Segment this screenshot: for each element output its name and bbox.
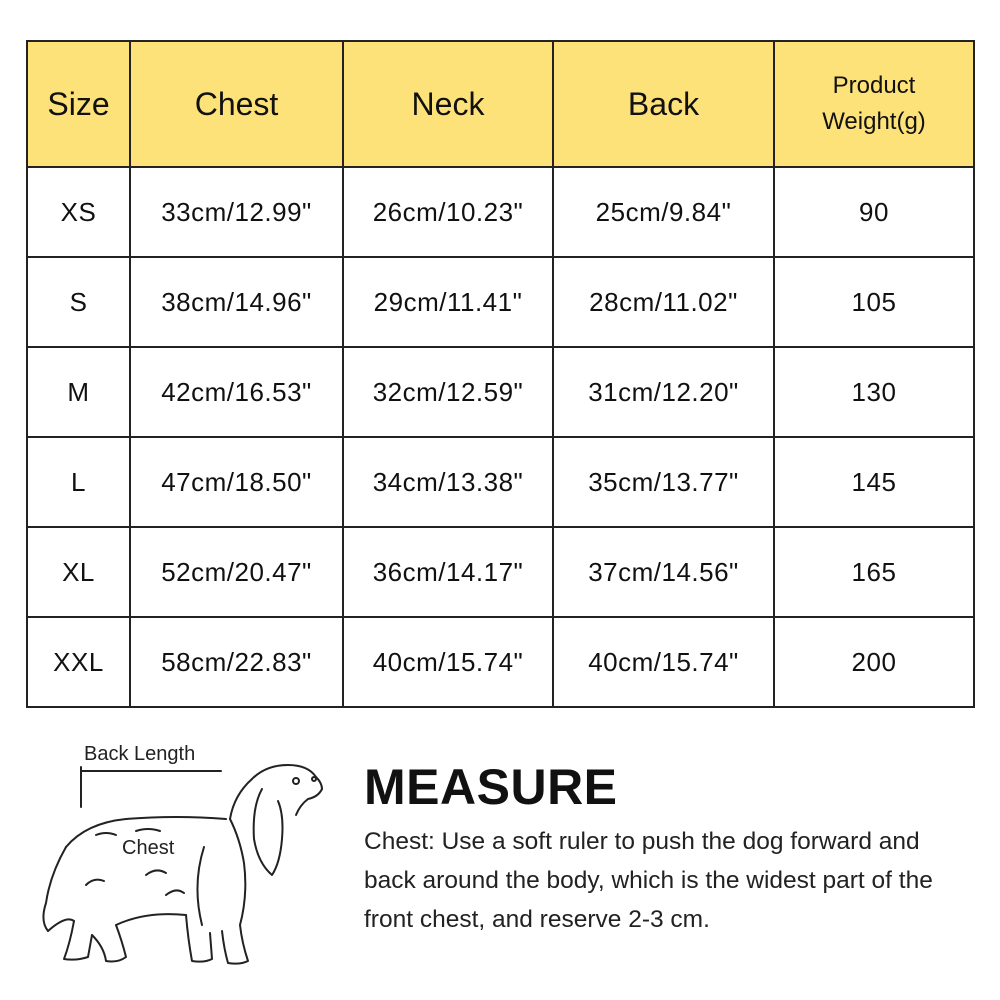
table-row	[27, 617, 974, 707]
cell-chest: 58cm/22.83"	[130, 617, 343, 707]
cell-back: 31cm/12.20"	[553, 347, 774, 437]
cell-size: XL	[27, 527, 130, 617]
cell-back: 25cm/9.84"	[553, 167, 774, 257]
cell-size: XXL	[27, 617, 130, 707]
cell-neck: 36cm/14.17"	[343, 527, 553, 617]
header-weight-line-2: Weight(g)	[822, 108, 926, 135]
header-product-weight	[774, 41, 974, 167]
table-row	[27, 437, 974, 527]
cell-weight: 165	[774, 527, 974, 617]
header-chest: Chest	[130, 41, 343, 167]
header-size: Size	[27, 41, 130, 167]
cell-size: L	[27, 437, 130, 527]
table-row	[27, 347, 974, 437]
header-back: Back	[553, 41, 774, 167]
cell-neck: 29cm/11.41"	[343, 257, 553, 347]
cell-weight: 130	[774, 347, 974, 437]
cell-back: 28cm/11.02"	[553, 257, 774, 347]
measure-instructions: Chest: Use a soft ruler to push the dog forward and back around the body, which is the widest part of the front chest, and reserve 2-3 cm.	[364, 828, 933, 933]
cell-neck: 34cm/13.38"	[343, 437, 553, 527]
cell-chest: 47cm/18.50"	[130, 437, 343, 527]
cell-back: 35cm/13.77"	[553, 437, 774, 527]
cell-weight: 145	[774, 437, 974, 527]
back-length-label: Back Length	[84, 743, 196, 765]
table-row	[27, 527, 974, 617]
measure-title: MEASURE	[364, 759, 618, 815]
dog-measurement-figure	[26, 735, 346, 985]
cell-chest: 42cm/16.53"	[130, 347, 343, 437]
cell-chest: 33cm/12.99"	[130, 167, 343, 257]
cell-weight: 105	[774, 257, 974, 347]
header-neck: Neck	[343, 41, 553, 167]
cell-weight: 200	[774, 617, 974, 707]
cell-back: 37cm/14.56"	[553, 527, 774, 617]
table-header-row	[27, 41, 974, 167]
header-weight-line-1: Product	[832, 72, 916, 99]
cell-neck: 40cm/15.74"	[343, 617, 553, 707]
cell-weight: 90	[774, 167, 974, 257]
chest-line	[197, 847, 204, 925]
table-row	[27, 167, 974, 257]
cell-chest: 38cm/14.96"	[130, 257, 343, 347]
size-chart-table	[26, 40, 975, 708]
cell-size: S	[27, 257, 130, 347]
cell-size: M	[27, 347, 130, 437]
cell-neck: 32cm/12.59"	[343, 347, 553, 437]
cell-neck: 26cm/10.23"	[343, 167, 553, 257]
chest-label: Chest	[122, 837, 175, 859]
cell-size: XS	[27, 167, 130, 257]
dog-outline-icon	[26, 735, 346, 985]
cell-chest: 52cm/20.47"	[130, 527, 343, 617]
table-row	[27, 257, 974, 347]
cell-back: 40cm/15.74"	[553, 617, 774, 707]
